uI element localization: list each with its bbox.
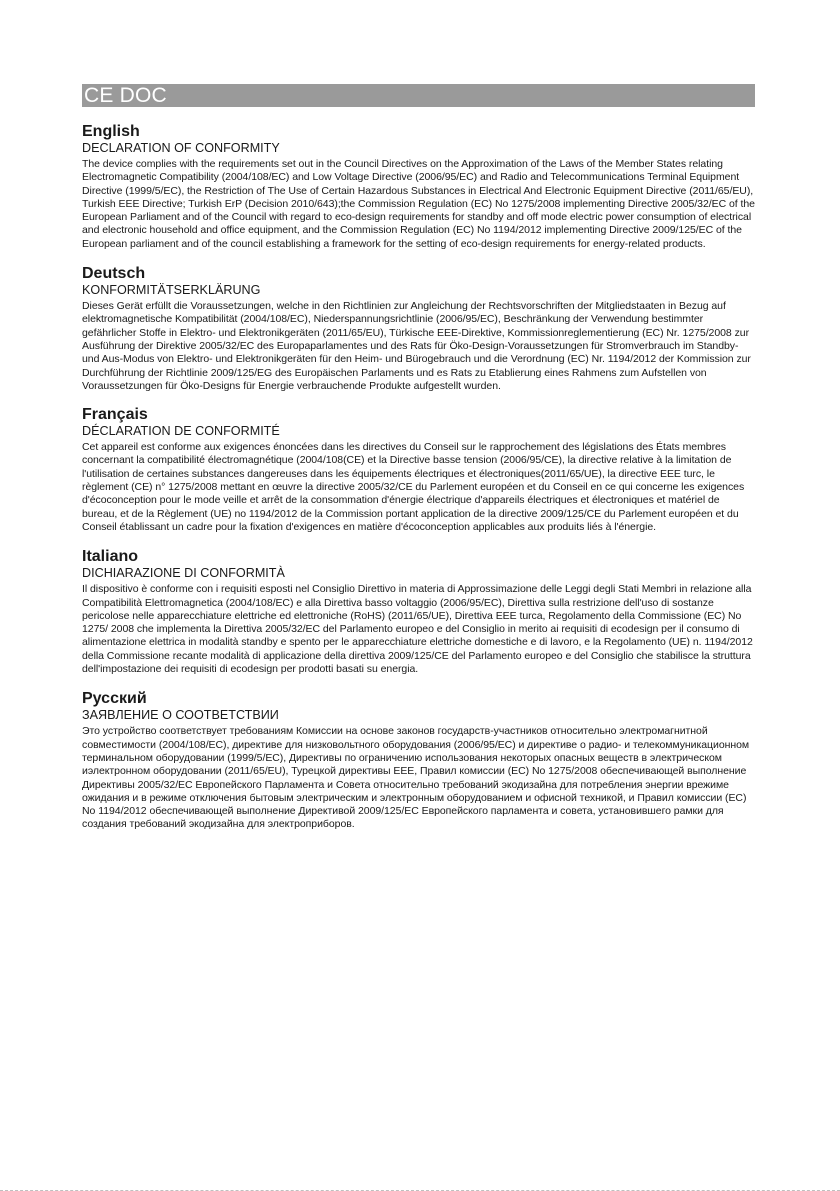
language-heading: Français: [82, 406, 148, 424]
language-heading: Русский: [82, 690, 147, 708]
section-russian: [82, 690, 755, 831]
language-heading: Italiano: [82, 548, 139, 566]
section-italiano: [82, 548, 755, 676]
language-heading: Deutsch: [82, 265, 146, 283]
declaration-body: The device complies with the requirements set out in the Council Directives on the Approximation of the Laws of the Member States relating Electromagnetic Compatibility (2004/108/EC) and Low Voltage Directive (2006/95/EC) and Radio and Telecommunications Terminal Equipment Directive (1999/5/EC), the Restriction of The Use of Certain Hazardous Substances in Electrical And Electronic Equipment Directive (2011/65/EU), Turkish EEE Directive; Turkish ErP (Decision 2010/643);the Commission Regulation (EC) No 1275/2008 implementing Directive 2005/32/EC of the European Parliament and of the Council with regard to eco-design requirements for standby and off mode electric power consumption of electrical and electronic household and office equipment, and the Commission Regulation (EC) No 1194/2012 implementing Directive 2009/125/EC of the European parliament and of the council establishing a framework for the setting of eco-design requirements for energy-related products.: [82, 158, 755, 250]
declaration-body: Dieses Gerät erfüllt die Voraussetzungen, welche in den Richtlinien zur Angleichung der Rechtsvorschriften der Mitgliedstaaten in Bezug auf elektromagnetische Kompatibilität (2004/108/EC), Niederspannungsrichtlinie (2006/95/EC), Beschränkung der Verwendung bestimmter gefährlicher Stoffe in Elektro- und Elektronikgeräten (2011/65/EU), Türkische EEE-Direktive, Kommissionreglementierung (EC) Nr. 1275/2008 zur Ausführung der Direktive 2005/32/EC des Europaparlamentes und des Rats für Öko-Design-Voraussetzungen für Stromverbrauch im Standby- und Aus-Modus von Elektro- und Elektronikgeräten für den Heim- und Bürogebrauch und die Verordnung (EC) Nr. 1194/2012 der Kommission zur Durchführung der Richtlinie 2009/125/EG des Europäischen Parlaments und es Rats zu Etablierung eines Rahmens zum Aufstellen von Voraussetzungen für Öko-Designs für Energie verbrauchende Produkte aufgestellt wurden.: [82, 300, 751, 392]
declaration-body: Это устройство соответствует требованиям Комиссии на основе законов государств-участников относительно электромагнитной совместимости (2004/108/EC), директиве для низковольтного оборудования (2006/95/EC) и директиве о радио- и телекоммуникационном терминальном оборудовании (1999/5/EC), Директивы по ограничению использования некоторых опасных веществ в электрическом иэлектронном оборудовании (2011/65/EU), Турецкой директивы EEE, Правил комиссии (EC) No 1275/2008 обеспечивающей выполнение Директивы 2005/32/EC Европейского Парламента и Совета относительно требований экодизайна для потребления энергии врежиме ожидания и в режиме отключения бытовым электрическим и электронным оборудованием и офисной техникой, и Правил комиссии (EC) No 1194/2012 обеспечивающей выполнение Директивой 2009/125/EC Европейского парламента и совета, установившего рамки для создания требований экодизайна для электроприборов.: [82, 725, 750, 831]
declaration-title: ЗАЯВЛЕНИЕ О СООТВЕТСТВИИ: [82, 708, 279, 723]
section-francais: [82, 406, 755, 534]
declaration-title: DÉCLARATION DE CONFORMITÉ: [82, 424, 280, 439]
declaration-title: DECLARATION OF CONFORMITY: [82, 141, 280, 155]
document-page: [82, 84, 755, 832]
declaration-body: Cet appareil est conforme aux exigences énoncées dans les directives du Conseil sur le rapprochement des législations des États membres concernant la compatibilité électromagnétique (2004/108(CE) et la Directive basse tension (2006/95/CE), la directive relative à la limitation de l'utilisation de certaines substances dangereuses dans les équipements électriques et électroniques(2011/65/UE), la directive EEE turc, le règlement (CE) n° 1275/2008 mettant en œuvre la directive 2005/32/CE du Parlement européen et du Conseil en ce qui concerne les exigences d'écoconception pour le mode veille et arrêt de la consommation d'énergie électrique d'appareils électriques et électroniques et matériel de bureau, et de la Règlement (UE) no 1194/2012 de la Commission portant application de la directive 2009/125/CE du Parlement européen et du Conseil établissant un cadre pour la fixation d'exigences en matière d'écoconception applicables aux produits liés à l'énergie.: [82, 441, 745, 533]
section-deutsch: [82, 265, 755, 393]
declaration-body: Il dispositivo è conforme con i requisiti esposti nel Consiglio Direttivo in materia di Approssimazione delle Leggi degli Stati Membri in relazione alla Compatibilità Elettromagnetica (2004/108/EC) e alla Direttiva basso voltaggio (2006/95/EC), Direttiva sulla restrizione dell'uso di sostanze pericolose nelle apparecchiature elettriche ed elettroniche (RoHS) (2011/65/UE), Direttiva EEE turca, Regolamento della Commissione (EC) No 1275/ 2008 che implementa la Direttiva 2005/32/EC del Parlamento europeo e del Consiglio in merito ai requisiti di ecodesign per il consumo di alimentazione elettrica in modalità standby e spento per le apparecchiature elettriche domestiche e di lavoro, e la Regolamento (UE) n. 1194/2012 della Commissione recante modalità di applicazione della direttiva 2009/125/CE del Parlamento europeo e del Consiglio che stabilisce la struttura dell'impostazione dei requisiti di ecodesign per prodotti basati su energia.: [82, 583, 753, 676]
section-english: [82, 123, 755, 251]
declaration-title: DICHIARAZIONE DI CONFORMITÀ: [82, 566, 285, 581]
page-header-bar: [82, 84, 755, 107]
language-heading: English: [82, 123, 140, 140]
declaration-title: KONFORMITÄTSERKLÄRUNG: [82, 283, 261, 298]
page-title: CE DOC: [84, 84, 167, 107]
